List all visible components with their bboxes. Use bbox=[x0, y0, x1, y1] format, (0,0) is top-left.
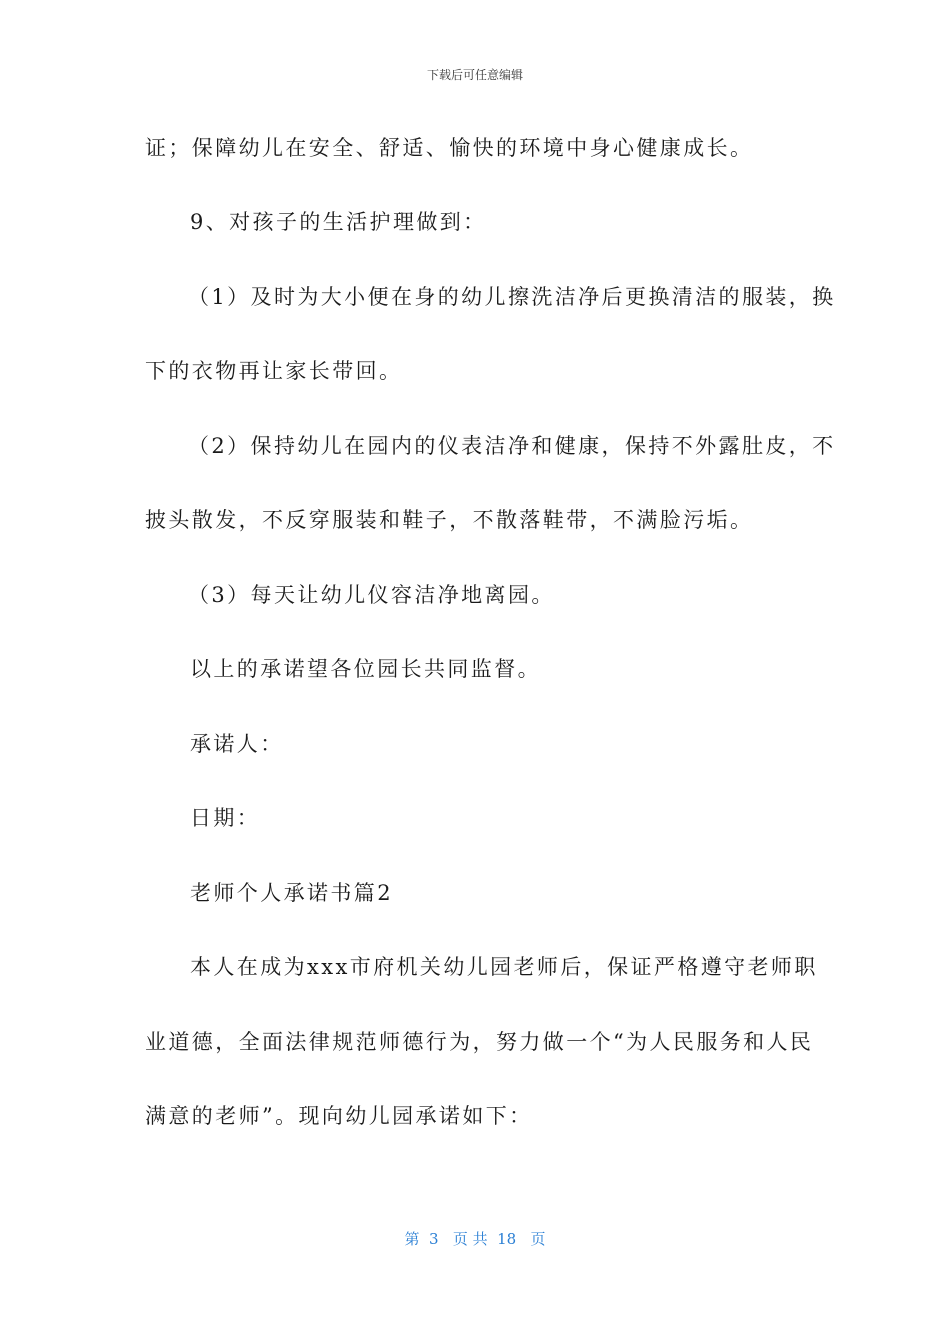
paragraph-line: 证；保障幼儿在安全、舒适、愉快的环境中身心健康成长。 bbox=[145, 136, 754, 160]
paragraph-line: 本人在成为xxx市府机关幼儿园老师后，保证严格遵守老师职 bbox=[190, 955, 818, 979]
paragraph-line: 以上的承诺望各位园长共同监督。 bbox=[190, 657, 541, 681]
paragraph-line: （1）及时为大小便在身的幼儿擦洗洁净后更换清洁的服装，换 bbox=[188, 285, 836, 309]
paragraph-line: 承诺人： bbox=[190, 732, 284, 756]
page-header: 下载后可任意编辑 bbox=[426, 68, 523, 82]
section-title: 老师个人承诺书篇2 bbox=[190, 881, 393, 905]
page-footer: 第 3 页 共 18 页 bbox=[404, 1230, 546, 1248]
paragraph-line: （3）每天让幼儿仪容洁净地离园。 bbox=[188, 583, 555, 607]
paragraph-line: 下的衣物再让家长带回。 bbox=[145, 359, 403, 383]
paragraph-line: 业道德，全面法律规范师德行为，努力做一个“为人民服务和人民 bbox=[145, 1030, 814, 1054]
paragraph-line: 9、对孩子的生活护理做到： bbox=[190, 210, 487, 234]
paragraph-line: 满意的老师”。现向幼儿园承诺如下： bbox=[145, 1104, 533, 1128]
paragraph-line: （2）保持幼儿在园内的仪表洁净和健康，保持不外露肚皮，不 bbox=[188, 434, 836, 458]
paragraph-line: 披头散发，不反穿服装和鞋子，不散落鞋带，不满脸污垢。 bbox=[145, 508, 754, 532]
paragraph-line: 日期： bbox=[190, 806, 261, 830]
